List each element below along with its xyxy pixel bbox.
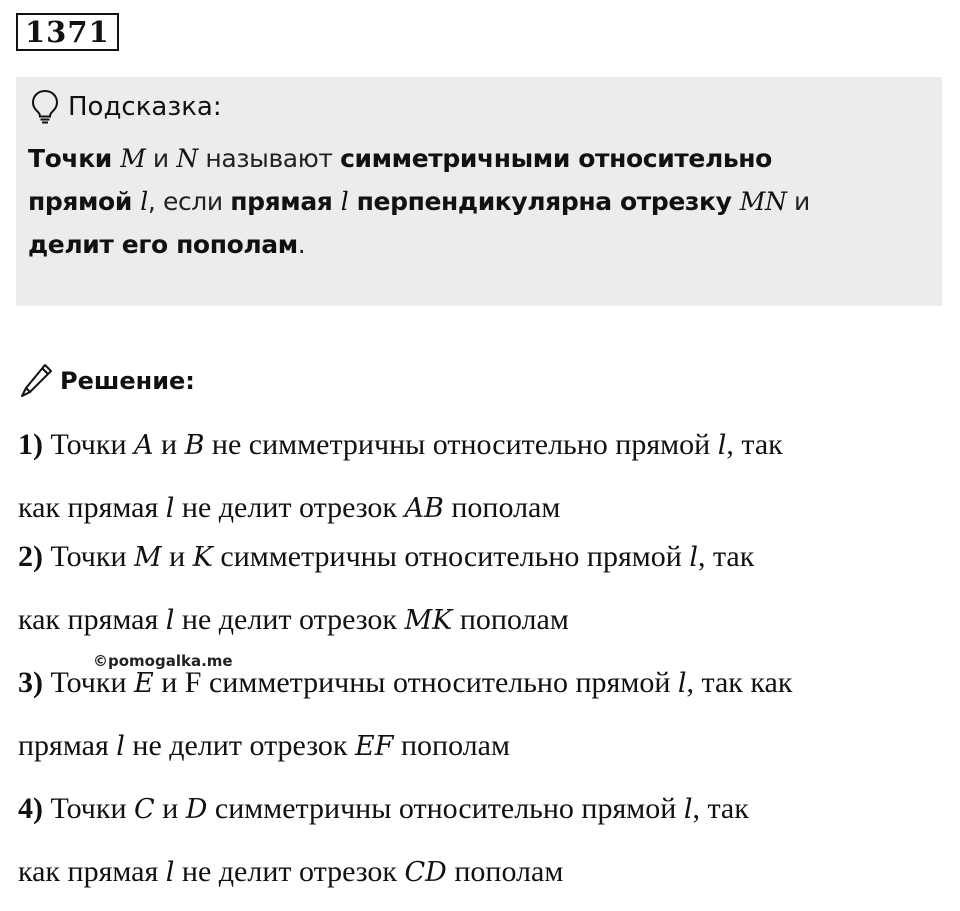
hint-text-segment: симметричными относительно: [340, 144, 772, 173]
math-variable: l: [677, 668, 687, 699]
hint-text-segment: Точки: [28, 144, 121, 173]
solution-text: , так: [692, 792, 749, 825]
solution-text: , так: [726, 428, 783, 461]
solution-title: Решение:: [60, 367, 195, 395]
solution-text: пополам: [452, 603, 569, 636]
hint-header: [30, 89, 222, 125]
math-variable: AB: [404, 493, 444, 524]
hint-line-1: [28, 137, 928, 180]
solution-text: и: [161, 540, 193, 573]
solution-text: симметричны относительно прямой: [207, 792, 684, 825]
math-variable: l: [689, 542, 698, 573]
math-variable: l: [717, 430, 727, 461]
problem-number: 1371: [16, 13, 119, 51]
solution-text: как прямая: [18, 491, 166, 524]
solution-text: симметричны относительно прямой: [212, 540, 690, 573]
hint-text-segment: .: [297, 230, 306, 259]
solution-text: не делит отрезок: [174, 491, 405, 524]
item-number: 1): [18, 428, 43, 461]
solution-line: [18, 729, 510, 763]
solution-text: , так: [697, 540, 755, 573]
solution-text: Точки: [43, 792, 135, 825]
math-variable: l: [165, 857, 175, 888]
hint-text-segment: , если: [147, 187, 231, 216]
math-variable: l: [140, 187, 148, 216]
math-variable: M: [120, 144, 146, 173]
solution-line: [18, 792, 749, 826]
solution-text: не симметричны относительно прямой: [204, 428, 718, 461]
math-variable: C: [134, 794, 155, 825]
solution-text: пополам: [393, 729, 510, 762]
solution-text: прямая: [18, 729, 117, 762]
solution-line: [18, 603, 569, 637]
hint-line-3: [28, 223, 928, 266]
math-variable: l: [683, 794, 693, 825]
solution-text: Точки: [43, 666, 135, 699]
solution-text: пополам: [446, 855, 564, 888]
hint-text-segment: прямой: [28, 187, 141, 216]
solution-text: и: [154, 792, 186, 825]
lightbulb-icon: [30, 89, 60, 125]
math-variable: E: [134, 668, 154, 699]
pencil-icon: [18, 362, 54, 400]
hint-text-segment: перпендикулярна отрезку: [348, 187, 740, 216]
item-number: 4): [18, 792, 43, 825]
math-variable: K: [192, 542, 213, 573]
solution-text: не делит отрезок: [174, 855, 405, 888]
math-variable: l: [340, 187, 349, 216]
math-variable: M: [134, 542, 162, 573]
solution-text: пополам: [443, 491, 561, 524]
math-variable: N: [176, 144, 198, 173]
solution-text: , так как: [686, 666, 793, 699]
hint-text: [28, 137, 928, 266]
math-variable: CD: [404, 857, 447, 888]
hint-text-segment: называют: [197, 144, 341, 173]
item-number: 2): [18, 540, 43, 573]
math-variable: EF: [355, 731, 394, 762]
item-number: 3): [18, 666, 43, 699]
math-variable: D: [185, 794, 208, 825]
solution-text: и F симметричны относительно прямой: [153, 666, 678, 699]
solution-text: не делит отрезок: [174, 603, 405, 636]
watermark: ©pomogalka.me: [93, 652, 233, 670]
hint-title: Подсказка:: [68, 92, 222, 122]
solution-text: Точки: [43, 540, 135, 573]
solution-line: [18, 428, 783, 462]
math-variable: l: [165, 605, 175, 636]
solution-line: [18, 666, 792, 700]
hint-box: [16, 77, 942, 306]
solution-text: как прямая: [18, 603, 166, 636]
solution-line: [18, 491, 560, 525]
hint-text-segment: и: [786, 187, 810, 216]
math-variable: l: [116, 731, 125, 762]
solution-line: [18, 540, 754, 574]
math-variable: MN: [739, 187, 787, 216]
solution-line: [18, 855, 563, 889]
hint-text-segment: и: [145, 144, 177, 173]
math-variable: MK: [404, 605, 453, 636]
solution-text: не делит отрезок: [124, 729, 355, 762]
solution-header: [18, 362, 195, 400]
hint-line-2: [28, 180, 928, 223]
math-variable: A: [134, 430, 154, 461]
solution-text: Точки: [43, 428, 135, 461]
solution-text: и: [153, 428, 185, 461]
math-variable: B: [184, 430, 205, 461]
hint-text-segment: делит его пополам: [28, 230, 298, 259]
solution-text: как прямая: [18, 855, 166, 888]
hint-text-segment: прямая: [230, 187, 341, 216]
math-variable: l: [165, 493, 175, 524]
